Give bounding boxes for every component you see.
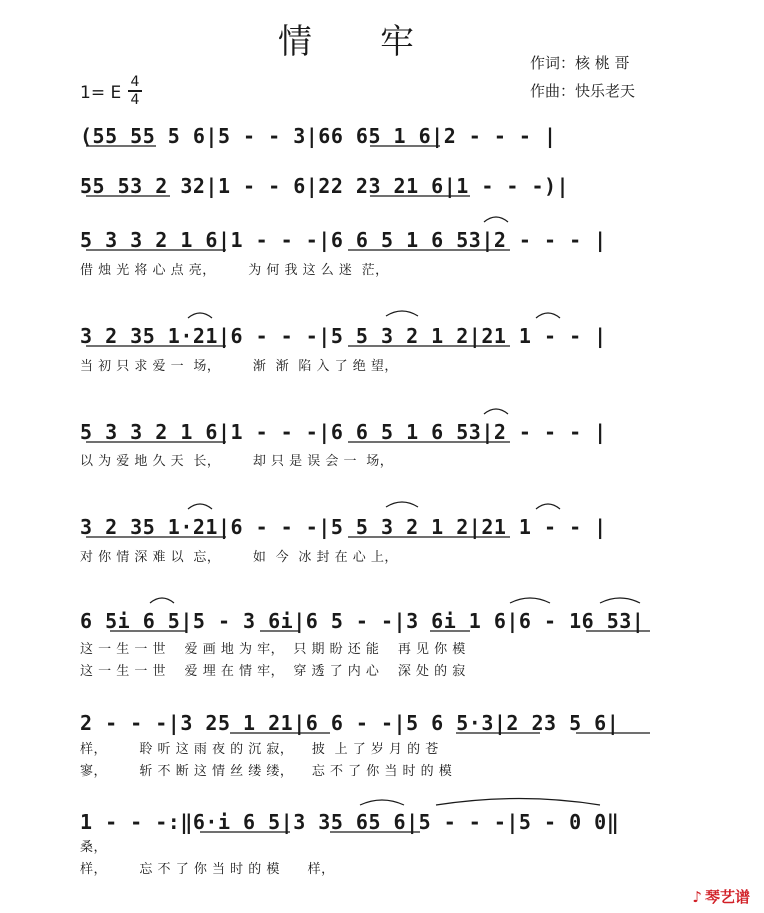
notation-row-5: 5 3 3 2 1 6|1 - - -|6 6 5 1 6 53|2 - - - | — [80, 420, 607, 444]
lyric-row-4: 当 初 只 求 爱 一 场， 渐 渐 陷 入 了 绝 望， — [80, 359, 398, 374]
lyric-row-8a: 样， 聆 听 这 雨 夜 的 沉 寂， 披 上 了 岁 月 的 苍 — [80, 742, 439, 757]
tie-arc — [436, 799, 600, 806]
tie-arc — [484, 409, 508, 414]
time-signature — [128, 75, 142, 107]
song-title: 情 牢 — [278, 22, 414, 62]
lyric-row-8b: 寥， 斩 不 断 这 情 丝 缕 缕， 忘 不 了 你 当 时 的 模 — [80, 764, 453, 779]
tie-arc — [536, 313, 560, 318]
tie-arc — [188, 313, 212, 318]
notation-row-3: 5 3 3 2 1 6|1 - - -|6 6 5 1 6 53|2 - - - | — [80, 228, 607, 252]
tie-arc — [600, 598, 640, 603]
lyric-row-3: 借 烛 光 将 心 点 亮， 为 何 我 这 么 迷 茫， — [80, 263, 389, 278]
site-watermark — [692, 886, 750, 907]
lyric-row-7a: 这 一 生 一 世 爱 画 地 为 牢， 只 期 盼 还 能 再 见 你 模 — [80, 642, 466, 657]
lyric-row-9b: 样， 忘 不 了 你 当 时 的 模 样， — [80, 862, 335, 877]
time-signature-top: 4 — [130, 74, 140, 90]
tie-arc — [484, 217, 508, 222]
watermark-text: 琴艺谱 — [704, 888, 750, 906]
tie-arc — [150, 598, 174, 603]
composer-credit: 作曲：快乐老天 — [530, 82, 636, 100]
lyricist-credit: 作词：核 桃 哥 — [530, 54, 630, 72]
tie-arc — [386, 502, 418, 507]
tie-arc — [386, 311, 418, 316]
music-logo-icon: ♪ — [692, 887, 702, 906]
notation-row-4: 3 2 35 1·21|6 - - -|5 5 3 2 1 2|21 1 - - | — [80, 324, 607, 348]
tie-arc — [536, 504, 560, 509]
notation-row-7: 6 5i 6 5|5 - 3 6i|6 5 - -|3 6i 1 6|6 - 16 53| — [80, 609, 645, 633]
lyric-row-6: 对 你 情 深 难 以 忘， 如 今 冰 封 在 心 上， — [80, 550, 398, 565]
notation-row-2: 55 53 2 32|1 - - 6|22 23 21 6|1 - - -)| — [80, 174, 570, 198]
notation-row-1: (55 55 5 6|5 - - 3|66 65 1 6|2 - - - | — [80, 124, 557, 148]
tie-arc — [360, 800, 404, 805]
tie-arc — [188, 504, 212, 509]
notation-row-9: 1 - - -:‖6·i 6 5|3 35 65 6|5 - - -|5 - 0 0‖ — [80, 810, 620, 834]
lyric-row-7b: 这 一 生 一 世 爱 埋 在 情 牢， 穿 透 了 内 心 深 处 的 寂 — [80, 664, 466, 679]
key-signature: 1= E — [80, 83, 122, 103]
notation-row-6: 3 2 35 1·21|6 - - -|5 5 3 2 1 2|21 1 - - | — [80, 515, 607, 539]
tie-arc — [510, 598, 550, 603]
lyric-row-5: 以 为 爱 地 久 天 长， 却 只 是 误 会 一 场， — [80, 454, 394, 469]
time-signature-bottom: 4 — [130, 92, 140, 108]
lyric-row-9a: 桑， — [80, 840, 108, 855]
notation-row-8: 2 - - -|3 25 1 21|6 6 - -|5 6 5·3|2 23 5 6| — [80, 711, 620, 735]
